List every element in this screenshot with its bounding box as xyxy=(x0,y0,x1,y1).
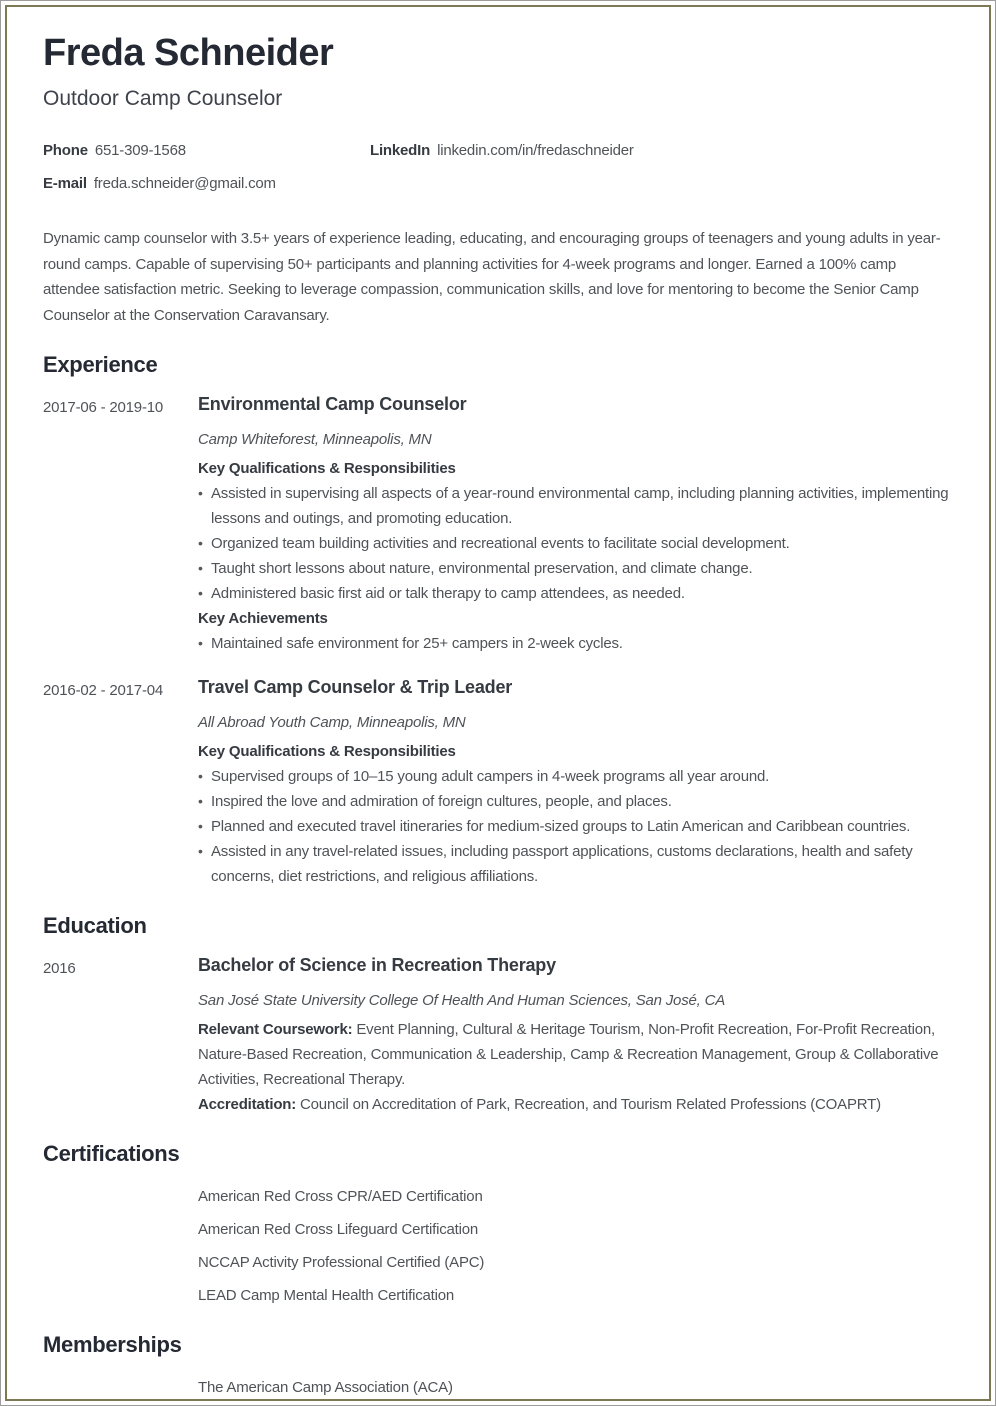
bullet-text: Supervised groups of 10–15 young adult campers in 4-week programs all year around. xyxy=(211,767,770,785)
memberships-dates-spacer xyxy=(43,1375,198,1400)
contact-linkedin xyxy=(370,140,634,162)
job-company: All Abroad Youth Camp, Minneapolis, MN xyxy=(198,713,466,731)
bullet-item xyxy=(198,814,953,839)
certification-item: American Red Cross Lifeguard Certification xyxy=(198,1220,479,1238)
bullet-text: Taught short lessons about nature, environmental preservation, and climate change. xyxy=(211,559,753,577)
certifications-entry xyxy=(43,1184,953,1308)
bullet-text: Assisted in any travel-related issues, including passport applications, customs declarations, health and safety concerns, diet restrictions, and religious affiliations. xyxy=(211,842,913,885)
email-label: E-mail xyxy=(43,175,87,193)
bullet-item xyxy=(198,531,953,556)
job-entry xyxy=(43,678,953,889)
accreditation-label: Accreditation: xyxy=(198,1095,297,1113)
job-dates: 2016-02 - 2017-04 xyxy=(43,681,164,699)
job-bullet-list xyxy=(198,764,953,889)
certification-item: LEAD Camp Mental Health Certification xyxy=(198,1286,455,1304)
bullet-icon: • xyxy=(198,634,203,651)
linkedin-value: linkedin.com/in/fredaschneider xyxy=(437,142,634,160)
memberships-entry xyxy=(43,1375,953,1400)
section-heading-education: Education xyxy=(43,912,147,938)
contact-email xyxy=(43,173,370,195)
bullet-item xyxy=(198,556,953,581)
contact-phone xyxy=(43,140,370,162)
bullet-item xyxy=(198,581,953,606)
person-job-title: Outdoor Camp Counselor xyxy=(43,87,283,111)
section-heading-certifications: Certifications xyxy=(43,1140,180,1166)
bullet-item xyxy=(198,839,953,889)
contact-row xyxy=(43,140,953,162)
contact-row xyxy=(43,173,953,195)
bullet-icon: • xyxy=(198,534,203,551)
job-title: Environmental Camp Counselor xyxy=(198,394,467,415)
certifications-body xyxy=(198,1184,953,1308)
job-entry xyxy=(43,395,953,656)
bullet-text: Organized team building activities and recreational events to facilitate social development. xyxy=(211,534,790,552)
job-body xyxy=(198,678,953,889)
job-body xyxy=(198,395,953,656)
linkedin-label: LinkedIn xyxy=(370,142,431,160)
bullet-item xyxy=(198,789,953,814)
memberships-body xyxy=(198,1375,953,1400)
bullet-item xyxy=(198,481,953,531)
education-entry xyxy=(43,956,953,1117)
bullet-icon: • xyxy=(198,767,203,784)
person-name: Freda Schneider xyxy=(43,32,334,74)
coursework-label: Relevant Coursework: xyxy=(198,1020,353,1038)
accreditation-text: Council on Accreditation of Park, Recreation, and Tourism Related Professions (COAPRT) xyxy=(300,1095,881,1113)
bullet-icon: • xyxy=(198,842,203,859)
achievements-heading: Key Achievements xyxy=(198,609,328,627)
section-heading-memberships: Memberships xyxy=(43,1331,182,1357)
job-bullet-list xyxy=(198,481,953,606)
education-dates: 2016 xyxy=(43,959,76,977)
certifications-dates-spacer xyxy=(43,1184,198,1308)
education-body xyxy=(198,956,953,1117)
education-school: San José State University College Of Health And Human Sciences, San José, CA xyxy=(198,991,726,1009)
bullet-icon: • xyxy=(198,484,203,501)
bullet-text: Planned and executed travel itineraries for medium-sized groups to Latin American and Caribbean countries. xyxy=(211,817,911,835)
education-coursework xyxy=(198,1017,953,1092)
membership-item: The American Camp Association (ACA) xyxy=(198,1378,453,1396)
bullet-text: Inspired the love and admiration of foreign cultures, people, and places. xyxy=(211,792,672,810)
bullet-item xyxy=(198,764,953,789)
bullet-text: Administered basic first aid or talk therapy to camp attendees, as needed. xyxy=(211,584,685,602)
email-value: freda.schneider@gmail.com xyxy=(93,175,276,193)
bullet-icon: • xyxy=(198,559,203,576)
job-dates: 2017-06 - 2019-10 xyxy=(43,399,164,417)
bullet-icon: • xyxy=(198,584,203,601)
phone-label: Phone xyxy=(43,142,88,160)
qualifications-heading: Key Qualifications & Responsibilities xyxy=(198,742,456,760)
coursework-text: Event Planning, Cultural & Heritage Tourism, Non-Profit Recreation, For-Profit Recreation, Nature-Based Recreation, Communication & Leadership, Camp & Recreation Management, Group & Collaborative Activities, Recreational Therapy. xyxy=(198,1020,939,1088)
bullet-item xyxy=(198,631,953,656)
qualifications-heading: Key Qualifications & Responsibilities xyxy=(198,459,456,477)
bullet-text: Assisted in supervising all aspects of a year-round environmental camp, including planning activities, implementing lessons and outings, and promoting education. xyxy=(211,484,949,527)
education-accreditation xyxy=(198,1092,953,1117)
certification-item: NCCAP Activity Professional Certified (APC) xyxy=(198,1253,485,1271)
bullet-icon: • xyxy=(198,817,203,834)
job-company: Camp Whiteforest, Minneapolis, MN xyxy=(198,430,432,448)
contact-info xyxy=(43,140,953,195)
resume-page xyxy=(5,5,991,1401)
job-title: Travel Camp Counselor & Trip Leader xyxy=(198,676,513,697)
phone-value: 651-309-1568 xyxy=(94,142,186,160)
certification-item: American Red Cross CPR/AED Certification xyxy=(198,1187,483,1205)
education-degree: Bachelor of Science in Recreation Therapy xyxy=(198,954,556,975)
summary-text: Dynamic camp counselor with 3.5+ years of experience leading, educating, and encouraging groups of teenagers and young adults in year-round camps. Capable of supervising 50+ participants and planning activities for 4-week programs and longer. Earned a 100% camp attendee satisfaction metric. Seeking to leverage compassion, communication skills, and love for mentoring to become the Senior Camp Counselor at the Conservation Caravansary. xyxy=(43,230,941,324)
section-heading-experience: Experience xyxy=(43,352,158,378)
achievement-list xyxy=(198,631,953,656)
bullet-icon: • xyxy=(198,792,203,809)
bullet-text: Maintained safe environment for 25+ campers in 2-week cycles. xyxy=(211,634,623,652)
